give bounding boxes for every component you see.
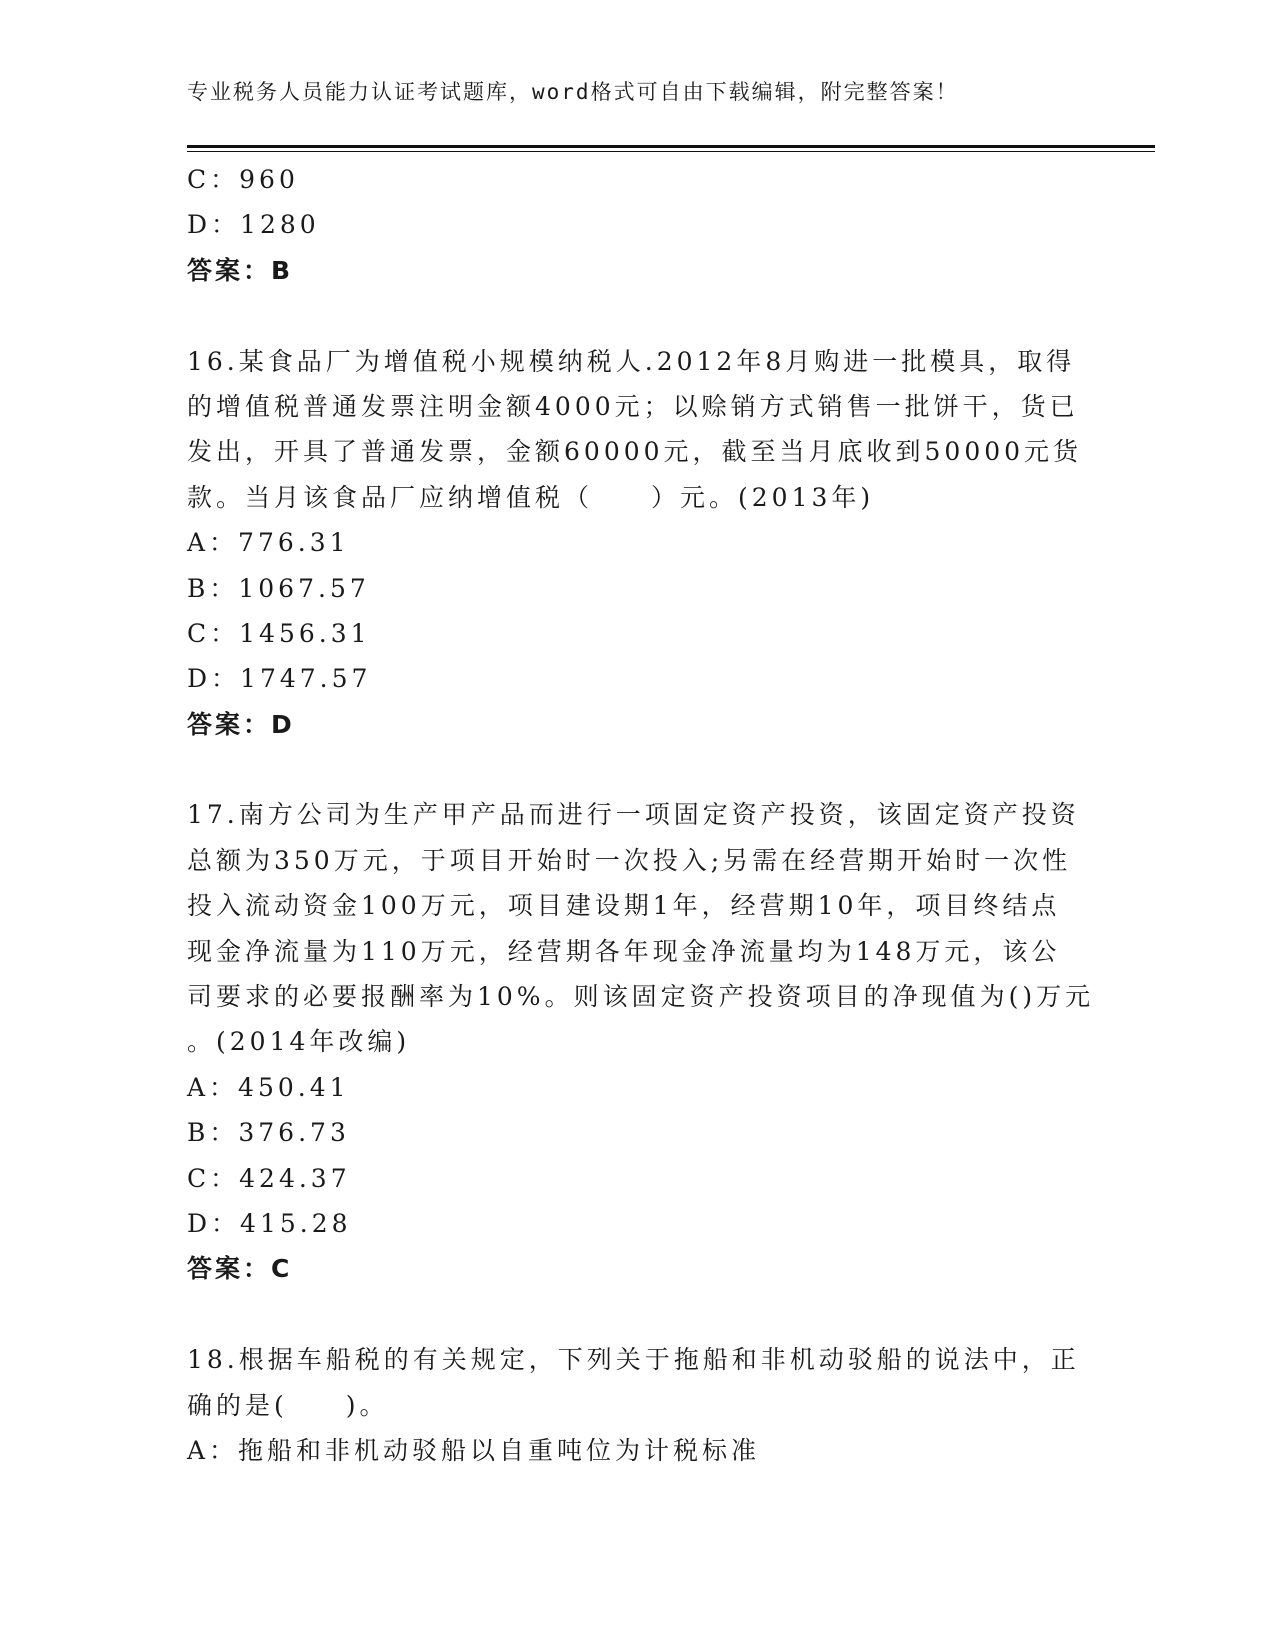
question-17-option-a: A：450.41: [187, 1072, 350, 1102]
answer-line: 答案：B: [187, 255, 294, 285]
question-16-stem-line: 发出，开具了普通发票，金额60000元，截至当月底收到50000元货: [187, 437, 1083, 467]
question-17-stem-line: 总额为350万元，于项目开始时一次投入;另需在经营期开始时一次性: [187, 845, 1072, 875]
question-16-option-b: B：1067.57: [187, 573, 370, 603]
question-17-stem-line: 司要求的必要报酬率为10%。则该固定资产投资项目的净现值为()万元: [187, 982, 1095, 1012]
option-c: C：960: [187, 165, 299, 194]
header-divider-thick: [187, 145, 1155, 148]
question-17-stem-line: 现金净流量为110万元，经营期各年现金净流量均为148万元，该公: [187, 936, 1061, 966]
question-17-option-b: B：376.73: [187, 1118, 350, 1148]
question-16-stem-line: 款。当月该食品厂应纳增值税（ ）元。(2013年): [187, 482, 875, 512]
question-16-answer: 答案：D: [187, 709, 295, 739]
question-17-stem-line: 17.南方公司为生产甲产品而进行一项固定资产投资，该固定资产投资: [187, 800, 1080, 830]
spacer: [187, 1292, 1087, 1337]
question-16-option-a: A：776.31: [187, 528, 350, 558]
question-18-stem-line: 确的是( )。: [187, 1390, 389, 1420]
question-16-option-d: D：1747.57: [187, 664, 372, 694]
spacer: [187, 293, 1087, 338]
question-17-option-c: C：424.37: [187, 1163, 351, 1193]
option-d: D：1280: [187, 210, 320, 240]
question-17-option-d: D：415.28: [187, 1208, 352, 1238]
question-content: [187, 157, 1095, 1473]
header-divider-thin: [187, 151, 1155, 152]
question-17-stem-line: 。(2014年改编): [187, 1027, 411, 1057]
question-18-option-a: A：拖船和非机动驳船以自重吨位为计税标准: [187, 1435, 761, 1465]
question-18-stem-line: 18.根据车船税的有关规定，下列关于拖船和非机动驳船的说法中，正: [187, 1345, 1080, 1375]
question-17-stem-line: 投入流动资金100万元，项目建设期1年，经营期10年，项目终结点: [187, 891, 1061, 921]
question-17-answer: 答案：C: [187, 1254, 293, 1284]
question-16-stem-line: 的增值税普通发票注明金额4000元；以赊销方式销售一批饼干，货已: [187, 391, 1079, 421]
question-16-option-c: C：1456.31: [187, 618, 371, 648]
question-16-stem-line: 16.某食品厂为增值税小规模纳税人.2012年8月购进一批模具，取得: [187, 346, 1076, 376]
spacer: [187, 747, 1087, 792]
page-header-title: 专业税务人员能力认证考试题库，word格式可自由下载编辑，附完整答案！: [187, 80, 959, 104]
